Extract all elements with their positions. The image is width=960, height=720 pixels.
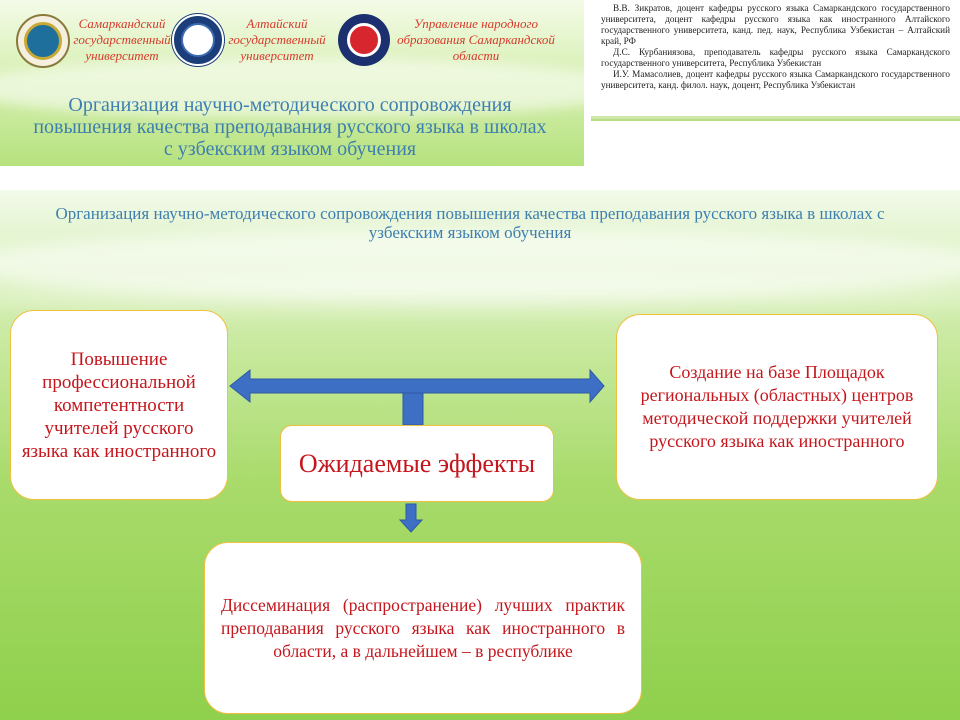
author-3: И.У. Мамасолиев, доцент кафедры русского языка Самаркандского государственного университета, канд. филол. наук, доцент, Республика Узбекистан: [601, 69, 950, 90]
institution-name-education-department: Управление народного образования Самаркандской области: [397, 16, 555, 63]
header-panel: [0, 0, 584, 166]
asu-logo-icon: [172, 14, 224, 66]
left-effect-box: [10, 310, 228, 500]
slide-title: Организация научно-методического сопровождения повышения качества преподавания русского языка в школах с узбекским языком обучения: [55, 204, 885, 242]
education-department-logo-icon: [338, 14, 390, 66]
connector-stem: [403, 393, 423, 425]
institution-name-samsu: Самаркандский государственный университет: [73, 16, 171, 63]
author-1: В.В. Зикратов, доцент кафедры русского языка Самаркандского государственного университета, доцент кафедры русского языка как иностранного Алтайского государственного университета, канд. пед. наук, Республика Узбекистан – Алтайский край, РФ: [601, 3, 950, 46]
right-effect-box: [616, 314, 938, 500]
bottom-effect-text: Диссеминация (распространение) лучших практик преподавания русского языка как иностранного в области, а в дальнейшем – в республике: [221, 594, 625, 661]
author-2: Д.С. Курбаниязова, преподаватель кафедры русского языка Самаркандского государственного университета, Республика Узбекистан: [601, 47, 950, 68]
bottom-effect-box: [204, 542, 642, 714]
institution-name-asu: Алтайский государственный университет: [228, 16, 326, 63]
center-text: Ожидаемые эффекты: [298, 449, 536, 478]
slide-diagram: [0, 190, 960, 720]
left-effect-text: Повышение профессиональной компетентности учителей русского языка как иностранного: [21, 348, 217, 462]
center-box: [280, 425, 554, 502]
right-effect-text: Создание на базе Площадок региональных (областных) центров методической поддержки учителей русского языка как иностранного: [640, 362, 914, 451]
samsu-logo-icon: [16, 14, 70, 68]
header-title: Организация научно-методического сопровождения повышения качества преподавания русского языка в школах с узбекским языком обучения: [33, 94, 547, 160]
authors-panel: [591, 0, 960, 121]
down-arrow-icon: [400, 504, 422, 532]
